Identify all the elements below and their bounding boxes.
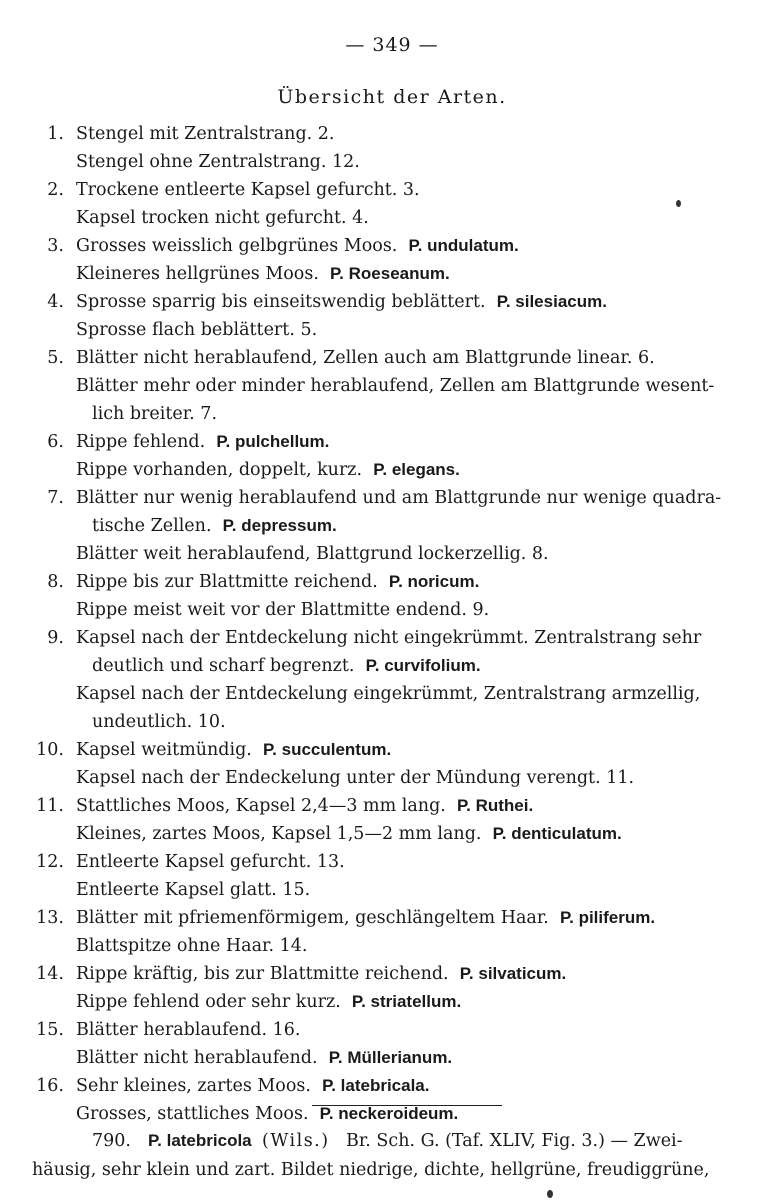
key-line [0, 400, 784, 428]
key-description: Rippe fehlend oder sehr kurz. [76, 992, 341, 1012]
key-text [76, 820, 622, 848]
key-line [0, 848, 784, 876]
key-text [76, 848, 345, 876]
species-name: P. Roeseanum. [330, 264, 450, 283]
key-text [76, 568, 479, 596]
species-name: P. undulatum. [408, 236, 519, 255]
key-line [0, 932, 784, 960]
key-text [76, 624, 701, 652]
key-line [0, 456, 784, 484]
key-number: 12. [36, 852, 64, 872]
key-line [0, 176, 784, 204]
key-text [76, 1072, 429, 1100]
key-number: 10. [36, 740, 64, 760]
species-name: P. pulchellum. [216, 432, 330, 451]
key-line [0, 372, 784, 400]
species-name: P. curvifolium. [365, 656, 481, 675]
key-description: Sprosse sparrig bis einseitswendig beblättert. [76, 292, 486, 312]
key-text [76, 792, 533, 820]
key-line [0, 680, 784, 708]
key-number: 15. [36, 1020, 64, 1040]
key-line [0, 624, 784, 652]
section-heading: Übersicht der Arten. [277, 86, 507, 108]
ink-speck [676, 200, 681, 207]
page-number: — 349 — [345, 34, 439, 56]
key-line [0, 484, 784, 512]
key-text [76, 344, 655, 372]
key-description: Rippe vorhanden, doppelt, kurz. [76, 460, 363, 480]
key-description: Kapsel nach der Endeckelung unter der Mündung verengt. 11. [76, 768, 635, 788]
species-name: P. piliferum. [559, 908, 656, 927]
species-name: P. denticulatum. [492, 824, 622, 843]
key-text [76, 1044, 452, 1072]
key-text [92, 512, 337, 540]
key-description: Blattspitze ohne Haar. 14. [76, 936, 308, 956]
key-line [0, 148, 784, 176]
key-text [76, 736, 391, 764]
key-text [76, 540, 549, 568]
species-name: P. silesiacum. [496, 292, 607, 311]
key-description: Rippe bis zur Blattmitte reichend. [76, 572, 378, 592]
species-name: P. latebricala. [322, 1076, 430, 1095]
species-name: P. depressum. [222, 516, 337, 535]
key-number: 6. [47, 432, 64, 452]
key-line [0, 232, 784, 260]
key-line [0, 876, 784, 904]
key-number: 14. [36, 964, 64, 984]
key-text [76, 988, 461, 1016]
key-description: Rippe meist weit vor der Blattmitte endend. 9. [76, 600, 490, 620]
key-description: Grosses weisslich gelbgrünes Moos. [76, 236, 398, 256]
key-line [0, 736, 784, 764]
key-description: Sehr kleines, zartes Moos. [76, 1076, 311, 1096]
key-description: Kapsel trocken nicht gefurcht. 4. [76, 208, 369, 228]
key-number: 4. [47, 292, 64, 312]
key-line [0, 260, 784, 288]
key-line [0, 344, 784, 372]
entry-author: (Wils.) [262, 1131, 330, 1151]
key-description: Blätter nicht herablaufend. [76, 1048, 318, 1068]
key-description: Blätter herablaufend. 16. [76, 1020, 301, 1040]
key-text [76, 1016, 300, 1044]
key-line [0, 120, 784, 148]
key-description: deutlich und scharf begrenzt. [92, 656, 355, 676]
key-text [76, 120, 334, 148]
key-text [76, 204, 369, 232]
entry-description: häusig, sehr klein und zart. Bildet niedrige, dichte, hellgrüne, freudiggrüne, [32, 1160, 710, 1180]
key-line [0, 792, 784, 820]
key-description: Kleineres hellgrünes Moos. [76, 264, 319, 284]
key-description: Trockene entleerte Kapsel gefurcht. 3. [76, 180, 420, 200]
key-text [92, 652, 481, 680]
key-number: 16. [36, 1076, 64, 1096]
key-description: Kapsel nach der Entdeckelung nicht eingekrümmt. Zentralstrang sehr [76, 628, 702, 648]
key-number: 8. [47, 572, 64, 592]
key-text [92, 400, 217, 428]
key-line [0, 1016, 784, 1044]
key-text [76, 176, 420, 204]
key-description: Rippe kräftig, bis zur Blattmitte reichend. [76, 964, 449, 984]
key-text [92, 708, 226, 736]
key-number: 3. [47, 236, 64, 256]
species-name: P. silvaticum. [459, 964, 567, 983]
key-text [76, 232, 519, 260]
key-description: Kapsel weitmündig. [76, 740, 252, 760]
key-text [76, 260, 450, 288]
key-number: 7. [47, 488, 64, 508]
key-line [0, 316, 784, 344]
key-number: 5. [47, 348, 64, 368]
species-name: P. succulentum. [263, 740, 392, 759]
key-line [0, 1072, 784, 1100]
key-text [76, 764, 634, 792]
key-line [0, 596, 784, 624]
key-line [0, 204, 784, 232]
key-text [76, 876, 310, 904]
key-description: Rippe fehlend. [76, 432, 206, 452]
key-number: 13. [36, 908, 64, 928]
species-name: P. Müllerianum. [328, 1048, 453, 1067]
key-line [0, 540, 784, 568]
key-description: Grosses, stattliches Moos. [76, 1104, 309, 1124]
key-line [0, 708, 784, 736]
key-text [76, 456, 460, 484]
key-line [0, 568, 784, 596]
species-name: P. Ruthei. [456, 796, 534, 815]
key-description: Blätter nur wenig herablaufend und am Blattgrunde nur wenige quadra- [76, 488, 722, 508]
entry-species: P. latebricola [148, 1131, 252, 1150]
key-line [0, 820, 784, 848]
key-line [0, 512, 784, 540]
separator-rule [312, 1105, 502, 1106]
key-line [0, 428, 784, 456]
entry-reference: Br. Sch. G. (Taf. XLIV, Fig. 3.) — Zwei- [346, 1131, 683, 1151]
key-text [76, 932, 307, 960]
key-description: Kleines, zartes Moos, Kapsel 1,5—2 mm lang. [76, 824, 482, 844]
key-line [0, 764, 784, 792]
key-description: Blätter mit pfriemenförmigem, geschlängeltem Haar. [76, 908, 549, 928]
key-number: 11. [36, 796, 64, 816]
key-text [76, 372, 714, 400]
key-description: lich breiter. 7. [92, 404, 218, 424]
key-text [76, 484, 721, 512]
key-description: Entleerte Kapsel gefurcht. 13. [76, 852, 345, 872]
key-description: undeutlich. 10. [92, 712, 226, 732]
species-name: P. noricum. [388, 572, 480, 591]
key-number: 2. [47, 180, 64, 200]
key-line [0, 652, 784, 680]
entry-number: 790. [92, 1131, 131, 1151]
key-text [76, 316, 317, 344]
key-text [76, 960, 566, 988]
key-description: Entleerte Kapsel glatt. 15. [76, 880, 311, 900]
key-description: Stengel mit Zentralstrang. 2. [76, 124, 335, 144]
key-text [76, 288, 607, 316]
key-number: 9. [47, 628, 64, 648]
key-line [0, 988, 784, 1016]
key-text [76, 680, 700, 708]
key-line [0, 960, 784, 988]
key-text [76, 148, 360, 176]
key-text [76, 428, 329, 456]
key-number: 1. [47, 124, 64, 144]
key-description: Stattliches Moos, Kapsel 2,4—3 mm lang. [76, 796, 446, 816]
species-name: P. elegans. [373, 460, 460, 479]
key-description: tische Zellen. [92, 516, 212, 536]
key-description: Stengel ohne Zentralstrang. 12. [76, 152, 360, 172]
ink-speck [547, 1190, 553, 1198]
key-description: Blätter mehr oder minder herablaufend, Zellen am Blattgrunde wesent- [76, 376, 715, 396]
key-description: Blätter weit herablaufend, Blattgrund lockerzellig. 8. [76, 544, 549, 564]
key-line [0, 1044, 784, 1072]
key-description: Kapsel nach der Entdeckelung eingekrümmt, Zentralstrang armzellig, [76, 684, 701, 704]
key-description: Sprosse flach beblättert. 5. [76, 320, 318, 340]
key-description: Blätter nicht herablaufend, Zellen auch am Blattgrunde linear. 6. [76, 348, 655, 368]
key-line [0, 288, 784, 316]
key-text [76, 596, 489, 624]
species-name: P. neckeroideum. [319, 1104, 459, 1123]
key-line [0, 904, 784, 932]
key-text [76, 904, 655, 932]
species-name: P. striatellum. [351, 992, 462, 1011]
